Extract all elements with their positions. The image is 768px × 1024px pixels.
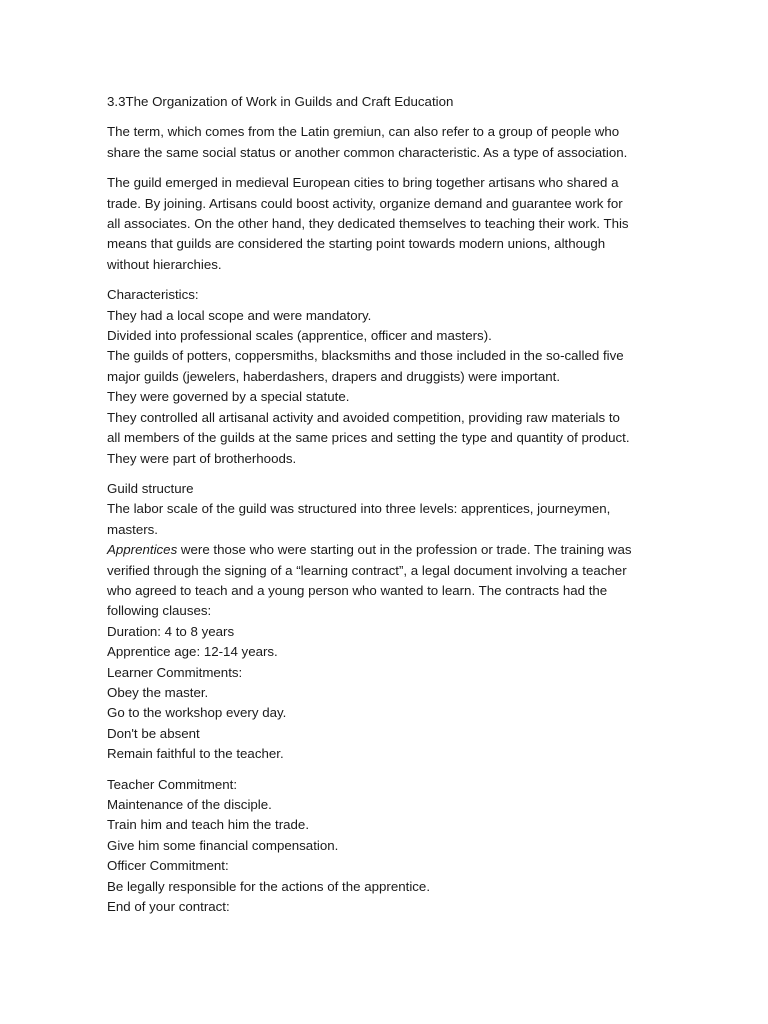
- paragraph-line: without hierarchies.: [107, 256, 222, 272]
- apprentices-line: [107, 540, 668, 560]
- teacher-heading: Teacher Commitment:: [107, 776, 238, 792]
- apprentices-text: were those who were starting out in the profession or trade. The training was: [177, 542, 632, 558]
- list-line: Divided into professional scales (apprentice, officer and masters).: [107, 328, 492, 344]
- paragraph-line: The term, which comes from the Latin gremiun, can also refer to a group of people who: [107, 124, 620, 140]
- paragraph-line: trade. By joining. Artisans could boost activity, organize demand and guarantee work for: [107, 195, 623, 211]
- clause-line: Maintenance of the disciple.: [107, 797, 272, 812]
- clause-line: Apprentice age: 12-14 years.: [107, 644, 278, 660]
- structure-line: masters.: [107, 521, 158, 537]
- teacher-commitment-section: [107, 775, 668, 918]
- list-line: They controlled all artisanal activity and avoided competition, providing raw materials to: [107, 409, 620, 425]
- clause-line: Give him some financial compensation.: [107, 837, 339, 853]
- list-line: all members of the guilds at the same prices and setting the type and quantity of product.: [107, 430, 630, 446]
- structure-line: The labor scale of the guild was structured into three levels: apprentices, journeymen,: [107, 501, 611, 517]
- list-line: The guilds of potters, coppersmiths, blacksmiths and those included in the so-called five: [107, 348, 624, 364]
- paragraph-line: means that guilds are considered the starting point towards modern unions, although: [107, 236, 606, 252]
- apprentices-term: Apprentices: [107, 542, 178, 558]
- list-line: They were part of brotherhoods.: [107, 450, 297, 466]
- paragraph-line: share the same social status or another common characteristic. As a type of association.: [107, 144, 628, 160]
- clause-line: Remain faithful to the teacher.: [107, 746, 284, 762]
- clause-line: Obey the master.: [107, 684, 209, 700]
- learner-heading: Learner Commitments:: [107, 664, 243, 680]
- structure-line: who agreed to teach and a young person who wanted to learn. The contracts had the: [107, 582, 608, 598]
- characteristics-section: [107, 285, 668, 469]
- structure-heading: Guild structure: [107, 480, 194, 496]
- guild-structure-section: [107, 479, 668, 765]
- contract-end-heading: End of your contract:: [107, 899, 230, 915]
- clause-line: Train him and teach him the trade.: [107, 817, 310, 833]
- officer-heading: Officer Commitment:: [107, 858, 229, 874]
- paragraph-origin: [107, 173, 668, 275]
- clause-line: Be legally responsible for the actions of the apprentice.: [107, 878, 431, 894]
- paragraph-line: all associates. On the other hand, they dedicated themselves to teaching their work. This: [107, 216, 629, 232]
- clause-line: Go to the workshop every day.: [107, 705, 287, 721]
- paragraph-line: The guild emerged in medieval European cities to bring together artisans who shared a: [107, 175, 619, 191]
- structure-line: verified through the signing of a “learning contract”, a legal document involving a teacher: [107, 562, 627, 578]
- section-title: 3.3The Organization of Work in Guilds and Craft Education: [107, 94, 454, 109]
- list-line: major guilds (jewelers, haberdashers, drapers and druggists) were important.: [107, 368, 561, 384]
- paragraph-definition: [107, 122, 668, 163]
- list-line: They were governed by a special statute.: [107, 389, 350, 405]
- characteristics-heading: Characteristics:: [107, 287, 199, 303]
- structure-line: following clauses:: [107, 603, 212, 619]
- clause-line: Duration: 4 to 8 years: [107, 623, 235, 639]
- clause-line: Don't be absent: [107, 725, 200, 741]
- list-line: They had a local scope and were mandatory.: [107, 307, 372, 323]
